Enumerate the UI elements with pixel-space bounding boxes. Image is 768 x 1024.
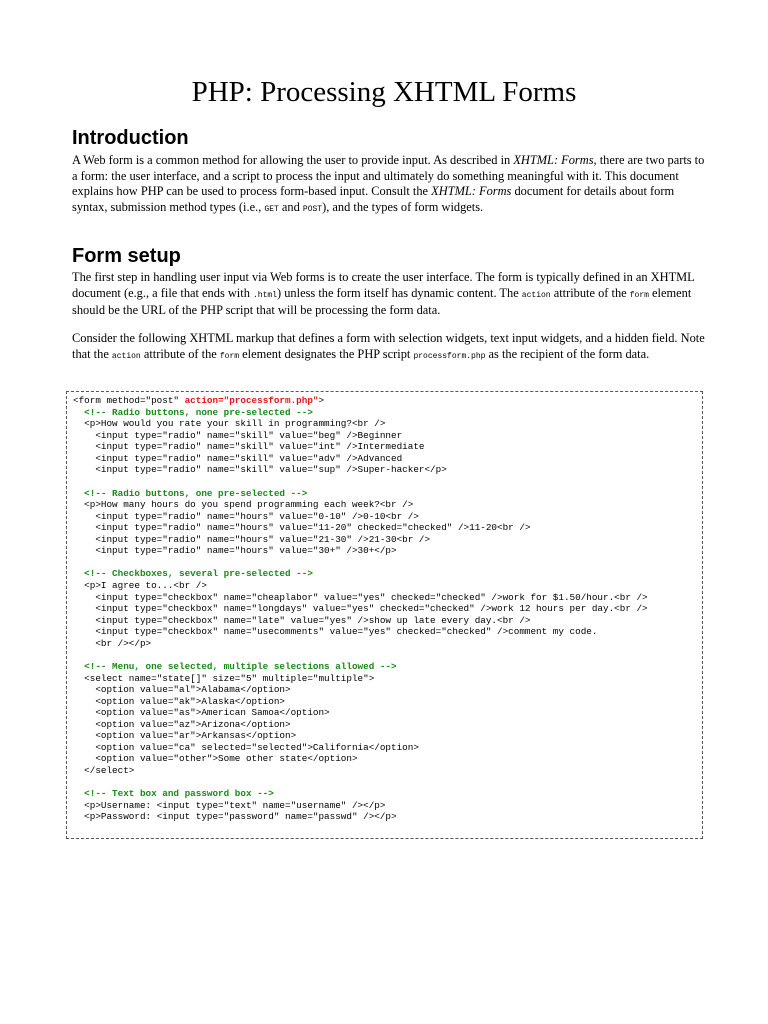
code-line: <input type="radio" name="skill" value="beg" />Beginner bbox=[73, 429, 403, 441]
code-processform: processform.php bbox=[413, 351, 486, 361]
code-line: <input type="checkbox" name="cheaplabor" value="yes" checked="checked" />work for $1.50/hour.<br /> bbox=[73, 591, 648, 603]
code-line: <option value="az">Arizona</option> bbox=[73, 718, 291, 730]
code-line: <option value="other">Some other state</option> bbox=[73, 753, 358, 765]
code-line: <option value="as">American Samoa</option> bbox=[73, 707, 330, 719]
intro-text-2: , there are two parts to a form: the user interface, and a script to process the input and ultimately do something meaningful with it. This document explains how PHP can be used to process form-based input. Consult the bbox=[72, 153, 705, 198]
code-line: <p>How many hours do you spend programming each week?<br /> bbox=[73, 499, 414, 511]
setup-paragraph-1 bbox=[72, 270, 712, 319]
code-comment: <!-- Text box and password box --> bbox=[73, 788, 274, 800]
page-title: PHP: Processing XHTML Forms bbox=[191, 76, 577, 108]
code-action: action bbox=[521, 290, 551, 300]
setup-p2-text-2: attribute of the bbox=[140, 346, 220, 361]
code-text: > bbox=[318, 395, 325, 406]
code-line: <input type="radio" name="hours" value="21-30" />21-30<br /> bbox=[73, 533, 431, 545]
code-line bbox=[73, 395, 702, 407]
setup-text-2: ) unless the form itself has dynamic content. The bbox=[277, 285, 522, 300]
code-comment: <!-- Menu, one selected, multiple selections allowed --> bbox=[73, 660, 397, 672]
code-line: <option value="ak">Alaska</option> bbox=[73, 695, 286, 707]
code-form: form bbox=[629, 290, 649, 300]
setup-p2-text-3: element designates the PHP script bbox=[239, 346, 414, 361]
code-get: GET bbox=[264, 204, 279, 214]
code-action-2: action bbox=[111, 351, 141, 361]
intro-text-1: A Web form is a common method for allowing the user to provide input. As described in bbox=[72, 153, 514, 167]
code-line: <p>Password: <input type="password" name="passwd" /></p> bbox=[73, 811, 397, 823]
form-setup-heading: Form setup bbox=[72, 245, 181, 267]
code-comment: <!-- Radio buttons, one pre-selected --> bbox=[73, 487, 308, 499]
intro-text-5: ), and the types of form widgets. bbox=[322, 199, 484, 214]
code-line: <input type="radio" name="skill" value="sup" />Super-hacker</p> bbox=[73, 464, 447, 476]
code-line: <br /></p> bbox=[73, 637, 152, 649]
code-line: <p>Username: <input type="text" name="username" /></p> bbox=[73, 799, 386, 811]
setup-text-1: The first step in handling user input via Web forms is to create the user interface. The form is typically defined in an XHTML document (e.g., a file that ends with bbox=[72, 270, 695, 300]
code-blank-line bbox=[73, 777, 702, 789]
code-listing bbox=[66, 391, 703, 839]
code-blank-line bbox=[73, 476, 702, 488]
code-line: <option value="al">Alabama</option> bbox=[73, 684, 291, 696]
setup-p2-text-1: Consider the following XHTML markup that defines a form with selection widgets, text input widgets, and a hidden field. Note that the bbox=[72, 331, 705, 361]
code-highlight-action: action="processform.php" bbox=[184, 395, 319, 406]
code-block bbox=[67, 392, 702, 823]
code-line: <input type="radio" name="hours" value="30+" />30+</p> bbox=[73, 545, 397, 557]
xhtml-forms-ref-2: XHTML: Forms bbox=[431, 184, 512, 198]
intro-text-4: and bbox=[278, 199, 303, 214]
code-line: <input type="radio" name="skill" value="adv" />Advanced bbox=[73, 452, 403, 464]
code-comment: <!-- Checkboxes, several pre-selected --> bbox=[73, 568, 313, 580]
code-text: <form method="post" bbox=[73, 395, 185, 406]
code-line: <option value="ar">Arkansas</option> bbox=[73, 730, 297, 742]
code-html-ext: .html bbox=[253, 290, 278, 300]
intro-paragraph bbox=[72, 153, 712, 217]
code-blank-line bbox=[73, 557, 702, 569]
setup-paragraph-2 bbox=[72, 331, 712, 364]
code-line: <option value="ca" selected="selected">California</option> bbox=[73, 741, 419, 753]
code-line: <input type="checkbox" name="usecomments" value="yes" checked="checked" />comment my code. bbox=[73, 626, 598, 638]
code-form-2: form bbox=[219, 351, 240, 361]
intro-text-3: document for details about form syntax, submission method types (i.e., bbox=[72, 184, 675, 214]
code-line: <input type="checkbox" name="late" value="yes" />show up late every day.<br /> bbox=[73, 614, 531, 626]
code-line: <input type="checkbox" name="longdays" value="yes" checked="checked" />work 12 hours per day.<br /> bbox=[73, 603, 648, 615]
code-line: <p>How would you rate your skill in programming?<br /> bbox=[73, 418, 386, 430]
setup-p2-text-4: as the recipient of the form data. bbox=[485, 346, 650, 361]
code-line: </select> bbox=[73, 765, 135, 776]
code-line: <input type="radio" name="skill" value="int" />Intermediate bbox=[73, 441, 425, 453]
code-comment: <!-- Radio buttons, none pre-selected --> bbox=[73, 406, 313, 418]
code-blank-line bbox=[73, 649, 702, 661]
setup-text-4: element should be the URL of the PHP script that will be processing the form data. bbox=[72, 285, 692, 317]
intro-heading: Introduction bbox=[72, 127, 189, 149]
code-line: <p>I agree to...<br /> bbox=[73, 580, 207, 591]
code-line: <input type="radio" name="hours" value="0-10" />0-10<br /> bbox=[73, 510, 419, 522]
code-line: <select name="state[]" size="5" multiple="multiple"> bbox=[73, 672, 375, 684]
code-line: <input type="radio" name="hours" value="11-20" checked="checked" />11-20<br /> bbox=[73, 522, 531, 534]
setup-text-3: attribute of the bbox=[550, 285, 630, 300]
xhtml-forms-ref-1: XHTML: Forms bbox=[513, 153, 594, 167]
code-post: POST bbox=[302, 204, 323, 214]
